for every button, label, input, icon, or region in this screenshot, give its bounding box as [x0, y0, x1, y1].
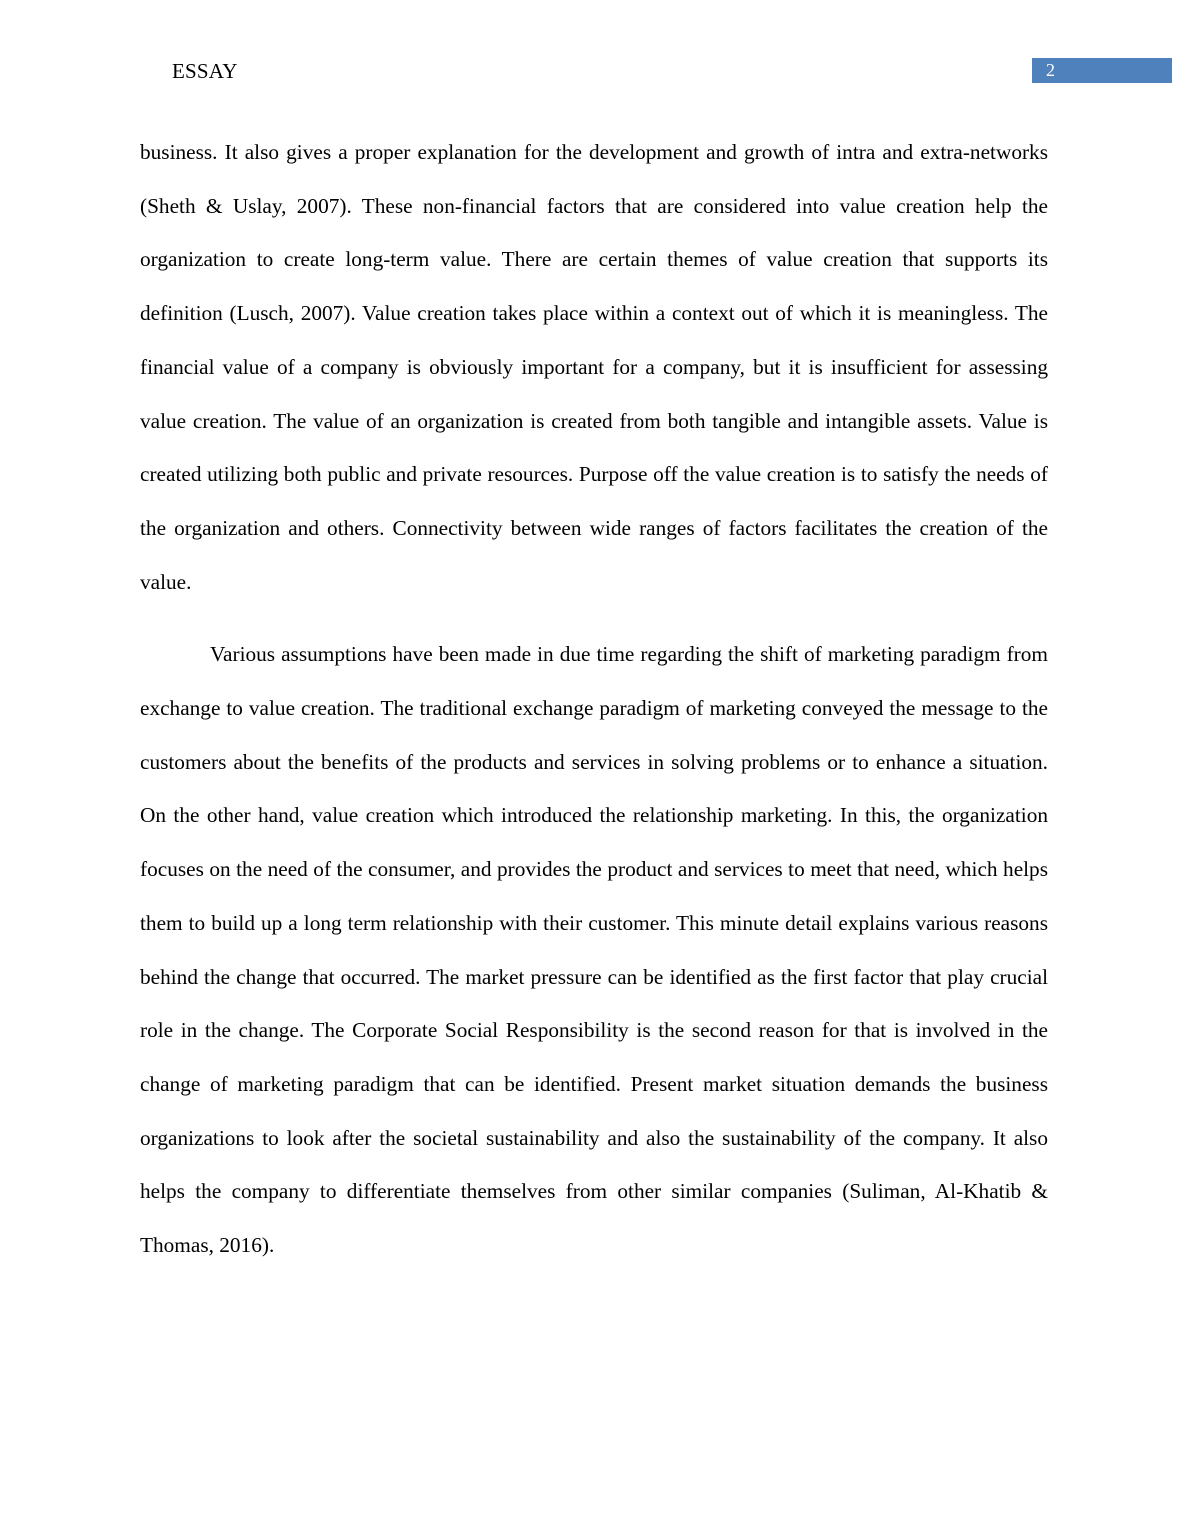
paragraph-marketing-paradigm: Various assumptions have been made in due time regarding the shift of marketing paradigm from exchange to value creation. The traditional exchange paradigm of marketing conveyed the message to the customers about the benefits of the products and services in solving problems or to enhance a situation. On the other hand, value creation which introduced the relationship marketing. In this, the organization focuses on the need of the consumer, and provides the product and services to meet that need, which helps them to build up a long term relationship with their customer. This minute detail explains various reasons behind the change that occurred. The market pressure can be identified as the first factor that play crucial role in the change. The Corporate Social Responsibility is the second reason for that is involved in the change of marketing paradigm that can be identified. Present market situation demands the business organizations to look after the societal sustainability and also the sustainability of the company. It also helps the company to differentiate themselves from other similar companies (Suliman, Al-Khatib & Thomas, 2016). [140, 642, 1048, 1258]
running-head: ESSAY [172, 59, 238, 83]
essay-body [140, 126, 1048, 1273]
page-number: 2 [1032, 58, 1172, 83]
paragraph-continuation: business. It also gives a proper explanation for the development and growth of intra and extra-networks (Sheth & Uslay, 2007). These non-financial factors that are considered into value creation help the organization to create long-term value. There are certain themes of value creation that supports its definition (Lusch, 2007). Value creation takes place within a context out of which it is meaningless. The financial value of a company is obviously important for a company, but it is insufficient for assessing value creation. The value of an organization is created from both tangible and intangible assets. Value is created utilizing both public and private resources. Purpose off the value creation is to satisfy the needs of the organization and others. Connectivity between wide ranges of factors facilitates the creation of the value. [140, 140, 1048, 594]
